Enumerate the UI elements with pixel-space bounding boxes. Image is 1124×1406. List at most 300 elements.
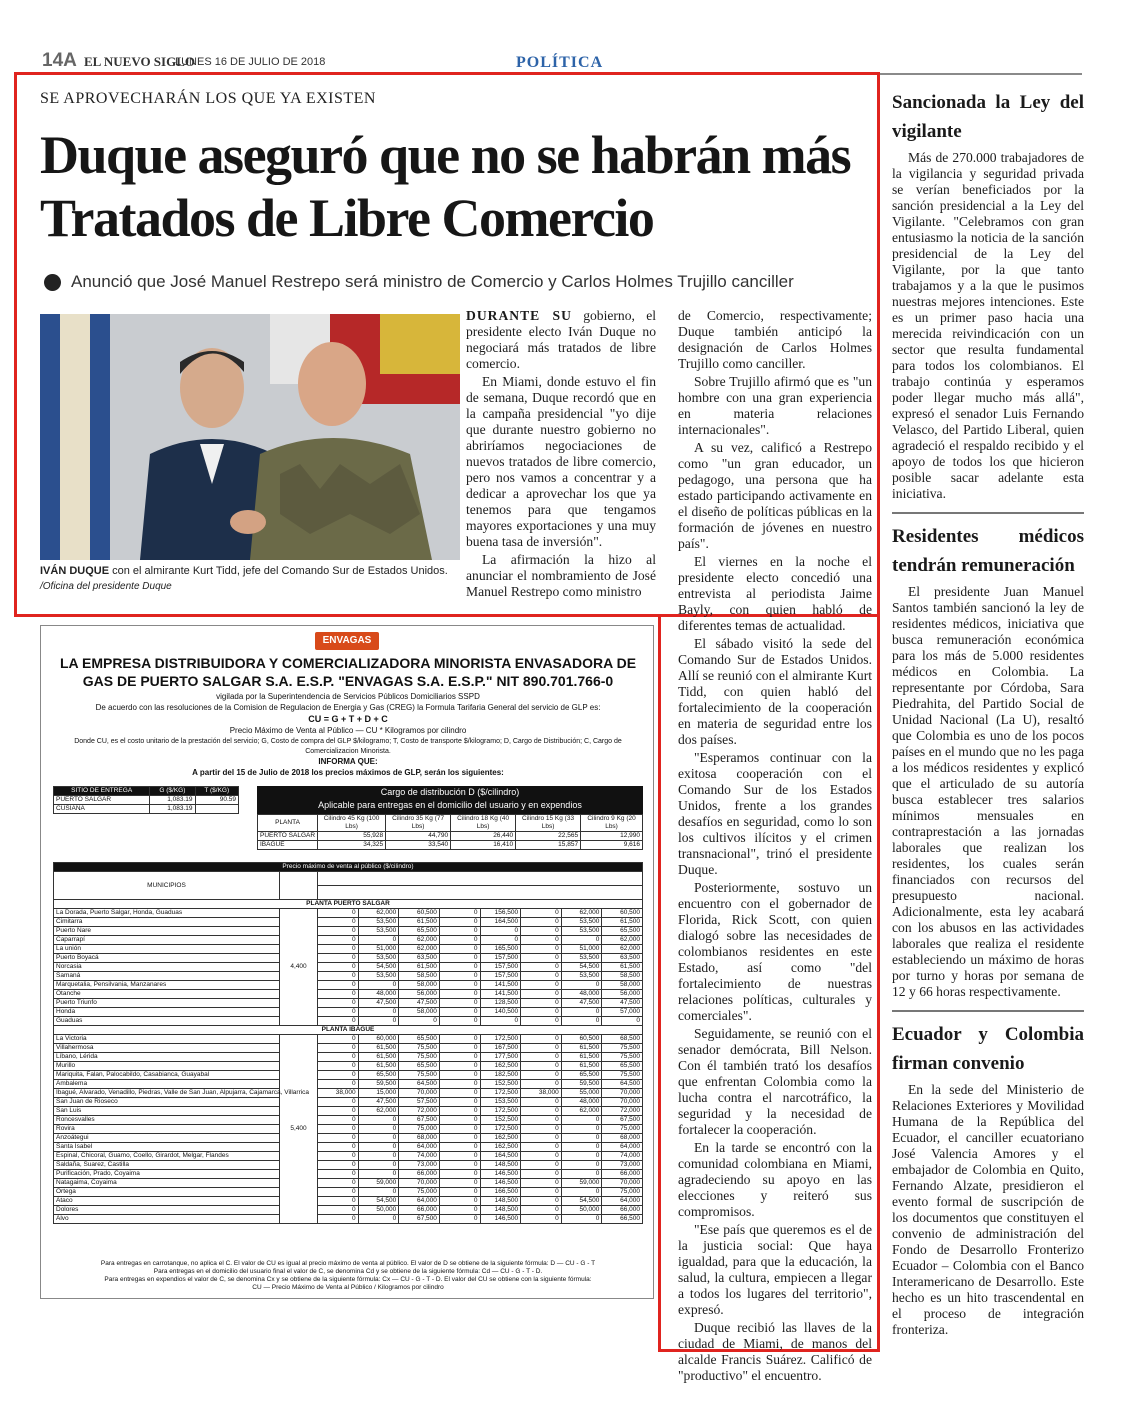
price-cell: 60,500: [602, 909, 643, 918]
price-cell: 53,500: [561, 972, 602, 981]
municipio-cell: Guaduas: [54, 1017, 280, 1026]
price-cell: 0: [318, 1062, 359, 1071]
price-cell: 58,000: [399, 981, 440, 990]
price-cell: 0: [439, 909, 480, 918]
col2-para-2: Sobre Trujillo afirmó que es "un hombre con una gran experiencia en materia relaciones internacionales".: [678, 374, 872, 437]
municipio-cell: Saldaña, Suarez, Castilla: [54, 1161, 280, 1170]
price-cell: 172,500: [480, 1125, 521, 1134]
price-row: [54, 927, 643, 936]
price-cell: 0: [439, 1008, 480, 1017]
price-cell: 0: [358, 936, 399, 945]
price-cell: 153,500: [480, 1098, 521, 1107]
price-cell: 58,500: [399, 972, 440, 981]
cargo-header-cell: Cilindro 45 Kg (100 Lbs): [318, 815, 386, 832]
price-cell: 0: [561, 1143, 602, 1152]
price-cell: 0: [318, 981, 359, 990]
price-cell: 0: [439, 1053, 480, 1062]
municipios-header: MUNICIPIOS: [54, 872, 280, 900]
price-cell: 146,500: [480, 1170, 521, 1179]
price-cell: 0: [318, 1152, 359, 1161]
price-cell: 54,500: [358, 1197, 399, 1206]
price-cell: 61,500: [358, 1044, 399, 1053]
municipio-cell: Caparrapí: [54, 936, 280, 945]
ad-line-2: De acuerdo con las resoluciones de la Comision de Regulacion de Energia y Gas (CREG) la Formula Tarifaria General del servicio de GLP es:: [95, 703, 601, 712]
price-cell: 0: [439, 990, 480, 999]
sidebar: [892, 88, 1084, 1340]
price-cell: 140,500: [480, 1008, 521, 1017]
price-cell: 0: [521, 1098, 562, 1107]
price-cell: 0: [358, 1143, 399, 1152]
price-cell: 148,500: [480, 1161, 521, 1170]
municipio-cell: Líbano, Lérida: [54, 1053, 280, 1062]
price-cell: 61,500: [561, 1062, 602, 1071]
price-cell: 0: [439, 999, 480, 1008]
cargo-title: Cargo de distribución D ($/cilindro): [380, 787, 520, 797]
price-cell: 55,000: [561, 1089, 602, 1098]
price-cell: 148,500: [480, 1206, 521, 1215]
ad-footnote-4: CU — Precio Máximo de Venta al Público / Kilogramos por cilindro: [252, 1284, 444, 1291]
price-cell: 48,000: [358, 990, 399, 999]
price-cell: 0: [439, 936, 480, 945]
price-cell: 0: [318, 1197, 359, 1206]
price-cell: 61,500: [399, 918, 440, 927]
cargo-cell: 44,790: [386, 832, 451, 841]
price-cell: 0: [521, 1215, 562, 1224]
price-cell: 73,000: [602, 1161, 643, 1170]
municipio-cell: Espinal, Chicoral, Guamo, Coello, Girardot, Melgar, Flandes: [54, 1152, 280, 1161]
price-cell: 0: [439, 1017, 480, 1026]
price-cell: 67,500: [399, 1215, 440, 1224]
municipio-cell: Samaná: [54, 972, 280, 981]
municipio-cell: Puerto Triunfo: [54, 999, 280, 1008]
price-cell: 47,500: [561, 999, 602, 1008]
price-cell: 0: [439, 1197, 480, 1206]
municipio-cell: Mariquita, Falan, Palocabildo, Casabianca, Guayabal: [54, 1071, 280, 1080]
price-cell: 63,500: [399, 954, 440, 963]
price-cell: 0: [358, 1008, 399, 1017]
lead-in: DURANTE SU: [466, 308, 572, 323]
price-cell: 59,500: [561, 1080, 602, 1089]
municipio-cell: Puerto Nare: [54, 927, 280, 936]
price-cell: 61,500: [358, 1053, 399, 1062]
price-cell: 162,500: [480, 1134, 521, 1143]
price-cell: 157,500: [480, 963, 521, 972]
price-cell: 0: [521, 1062, 562, 1071]
price-cell: 0: [318, 1053, 359, 1062]
price-cell: 48,000: [561, 1098, 602, 1107]
price-cell: 0: [439, 1215, 480, 1224]
comercializador-header: [318, 872, 643, 886]
price-cell: 0: [439, 1206, 480, 1215]
municipio-cell: San Juan de Rioseco: [54, 1098, 280, 1107]
price-cell: 0: [439, 1125, 480, 1134]
price-cell: 0: [521, 1017, 562, 1026]
sitio-row: [54, 805, 239, 814]
price-cell: 75,000: [602, 1188, 643, 1197]
price-cell: 51,000: [358, 945, 399, 954]
price-cell: 62,000: [561, 1107, 602, 1116]
price-cell: 0: [521, 1107, 562, 1116]
price-cell: 0: [521, 1188, 562, 1197]
price-cell: 157,500: [480, 954, 521, 963]
price-cell: 62,000: [399, 936, 440, 945]
price-cell: 172,500: [480, 1107, 521, 1116]
sidebar-text-3: En la sede del Ministerio de Relaciones Exteriores y Movilidad Humana de la República del Ecuador, el canciller ecuatoriano José Valencia Amores y el embajador de Colombia en Quito, Fernando Alzate, presidieron el evento formal de suscripción de los documentos que constituyen el convenio de administración del Fondo de Desarrollo Fronterizo Ecuador – Colombia con el Banco Interamericano de Desarrollo. Este hecho es un hito trascendental en el proceso de integración fronteriza.: [892, 1082, 1084, 1337]
price-cell: 0: [480, 936, 521, 945]
distribuidor-cell: 5,400: [280, 1035, 318, 1224]
price-row: [54, 1053, 643, 1062]
price-cell: 68,000: [399, 1134, 440, 1143]
cargo-cell: 22,565: [516, 832, 581, 841]
municipio-cell: Ortega: [54, 1188, 280, 1197]
price-cell: 0: [561, 1116, 602, 1125]
col2-para-9: En la tarde se encontró con la comunidad colombiana en Miami, agradeciendo su apoyo en las elecciones y reiteró sus compromisos.: [678, 1140, 872, 1219]
price-row: [54, 1089, 643, 1098]
plant-label: PLANTA PUERTO SALGAR: [54, 900, 643, 909]
cargo-cell: 33,540: [386, 841, 451, 850]
price-cell: 68,000: [602, 1134, 643, 1143]
price-row: [54, 909, 643, 918]
price-row: [54, 1116, 643, 1125]
price-cell: 0: [521, 1179, 562, 1188]
municipio-cell: Marquetalia, Pensilvania, Manzanares: [54, 981, 280, 990]
col2-para-6: "Esperamos continuar con la exitosa cooperación con el Comando Sur de los Estados Unidos, frente a los grandes desafíos en seguridad, como lo son los cultivos ilícitos y el crimen transnacional", trinó el presidente Duque.: [678, 750, 872, 877]
price-cell: 75,000: [399, 1188, 440, 1197]
price-cell: 0: [521, 1116, 562, 1125]
price-cell: 0: [358, 1170, 399, 1179]
municipio-cell: San Luis: [54, 1107, 280, 1116]
price-cell: 63,500: [602, 954, 643, 963]
price-cell: 65,500: [399, 1035, 440, 1044]
price-cell: 0: [318, 1071, 359, 1080]
col2-para-4: El viernes en la noche el presidente electo concedió una entrevista al periodista Jaime Bayly, con quien habló de diferentes temas de actualidad.: [678, 554, 872, 633]
price-cell: 61,500: [358, 1062, 399, 1071]
sitio-cell: 1,083.19: [150, 796, 195, 805]
cargo-cell: 9,616: [581, 841, 643, 850]
municipio-cell: Roncesvalles: [54, 1116, 280, 1125]
cargo-cell: IBAGUE: [258, 841, 318, 850]
col1-para-1: [466, 308, 656, 372]
price-cell: 51,000: [561, 945, 602, 954]
price-row: [54, 1143, 643, 1152]
price-cell: 61,500: [602, 918, 643, 927]
price-cell: 0: [521, 1161, 562, 1170]
price-cell: 64,000: [399, 1197, 440, 1206]
price-cell: 64,000: [602, 1197, 643, 1206]
price-row: [54, 1134, 643, 1143]
price-cell: 66,000: [399, 1206, 440, 1215]
price-cell: 65,500: [358, 1071, 399, 1080]
envagas-logo: ENVAGAS: [315, 632, 379, 650]
price-cell: 146,500: [480, 1215, 521, 1224]
price-row: [54, 918, 643, 927]
article-column-1: [466, 308, 656, 602]
price-cell: 0: [439, 1170, 480, 1179]
price-cell: 0: [439, 1179, 480, 1188]
sitio-cell: [195, 805, 238, 814]
price-cell: 75,500: [602, 1044, 643, 1053]
price-cell: 38,000: [318, 1089, 359, 1098]
ad-line-4: Donde CU, es el costo unitario de la prestación del servicio; G, Costo de compra del GLP $/kilogramo; T, Costo de transporte $/kilogramo; D, Cargo de Distribución; C, Cargo de Comercializacion Minorista.: [74, 738, 622, 755]
price-cell: 0: [318, 999, 359, 1008]
price-cell: 156,500: [480, 909, 521, 918]
price-cell: 0: [521, 1170, 562, 1179]
price-cell: 65,500: [399, 1062, 440, 1071]
price-row: [54, 1188, 643, 1197]
price-row: [54, 1179, 643, 1188]
price-cell: 0: [439, 1107, 480, 1116]
ad-title-2: GAS DE PUERTO SALGAR S.A. E.S.P. "ENVAGAS S.A. E.S.P." NIT 890.701.766-0: [82, 673, 614, 689]
price-cell: 0: [358, 1116, 399, 1125]
price-cell: 60,000: [358, 1035, 399, 1044]
price-cell: 75,000: [399, 1125, 440, 1134]
caption-text: con el almirante Kurt Tidd, jefe del Comando Sur de Estados Unidos.: [112, 565, 448, 577]
price-cell: 0: [521, 1008, 562, 1017]
sitio-header-cell: SITIO DE ENTREGA: [54, 787, 150, 796]
price-cell: 0: [318, 1215, 359, 1224]
municipio-cell: Purificación, Prado, Coyaima: [54, 1170, 280, 1179]
municipio-cell: Villahermosa: [54, 1044, 280, 1053]
price-cell: 58,000: [602, 981, 643, 990]
price-cell: 0: [358, 1017, 399, 1026]
price-row: [54, 1080, 643, 1089]
price-cell: 0: [521, 927, 562, 936]
price-cell: 141,500: [480, 990, 521, 999]
price-cell: 0: [318, 972, 359, 981]
price-row: [54, 954, 643, 963]
price-row: [54, 1107, 643, 1116]
price-cell: 75,500: [399, 1044, 440, 1053]
price-cell: 0: [318, 1143, 359, 1152]
price-table: [53, 862, 643, 1224]
price-cell: 0: [521, 1053, 562, 1062]
price-row: [54, 999, 643, 1008]
plant-row: [54, 1026, 643, 1035]
price-cell: 172,500: [480, 1035, 521, 1044]
price-cell: 0: [318, 1107, 359, 1116]
envagas-ad: [40, 625, 654, 1299]
cargo-table: [257, 814, 643, 850]
ad-line-1: vigilada por la Superintendencia de Servicios Públicos Domiciliarios SSPD: [216, 692, 480, 701]
price-cell: 62,000: [561, 909, 602, 918]
bullet-icon: [44, 274, 61, 291]
price-cell: 54,500: [561, 1197, 602, 1206]
price-cell: 64,000: [602, 1143, 643, 1152]
municipio-cell: Santa Isabel: [54, 1143, 280, 1152]
price-cell: 0: [439, 1062, 480, 1071]
price-cell: 62,000: [602, 936, 643, 945]
price-cell: 146,500: [480, 1179, 521, 1188]
sidebar-text-2: El presidente Juan Manuel Santos también sancionó la ley de residentes médicos, iniciativa que busca remuneración económica para los más de 5.000 residentes médicos en Colombia. La representante por Córdoba, Sara Piedrahita, del Partido Social de Unidad Nacional (La U), resaltó que Colombia es uno de los pocos países en el mundo que no les paga a los médicos residentes y explicó que el articulado de su autoría busca establecer tres salarios mínimos mensuales en contraprestación a las jornadas laborales que realizan los residentes, los cuales serán financiados con recursos del presupuesto nacional. Adicionalmente, esta ley acabará con los abusos en las actividades laborales que realiza el residente estableciendo un máximo de horas por turno y horas por semana de 12 y 66 horas respectivamente.: [892, 584, 1084, 999]
ad-footnote-3: Para entregas en expendios el valor de C, se denomina Cx y se obtiene de la siguiente fórmula: Cx — CU - G - T - D. El valor del CU se obtiene con la siguiente fórmula:: [104, 1276, 592, 1283]
price-cell: 0: [439, 1161, 480, 1170]
price-cell: 64,000: [399, 1143, 440, 1152]
price-cell: 74,000: [602, 1152, 643, 1161]
price-row: [54, 1215, 643, 1224]
price-cell: 177,500: [480, 1053, 521, 1062]
price-cell: 0: [318, 1188, 359, 1197]
municipio-cell: Alvo: [54, 1215, 280, 1224]
sidebar-title-1: Sancionada la Ley del vigilante: [892, 92, 1084, 142]
article-column-2: [678, 308, 872, 1386]
municipio-cell: La Dorada, Puerto Salgar, Honda, Guaduas: [54, 909, 280, 918]
price-cell: 68,500: [602, 1035, 643, 1044]
municipio-cell: Rovira: [54, 1125, 280, 1134]
sitio-header-cell: T ($/KG): [195, 787, 238, 796]
price-cell: 56,000: [399, 990, 440, 999]
municipio-cell: Cimitarra: [54, 918, 280, 927]
price-cell: 47,500: [399, 999, 440, 1008]
price-cell: 165,500: [480, 945, 521, 954]
price-cell: 59,000: [561, 1179, 602, 1188]
price-row: [54, 1044, 643, 1053]
price-cell: 67,500: [399, 1116, 440, 1125]
price-cell: 53,500: [561, 918, 602, 927]
cargo-subtitle: Aplicable para entregas en el domicilio del usuario y en expendios: [318, 800, 582, 810]
col2-para-1: de Comercio, respectivamente; Duque también anticipó la designación de Carlos Holmes Trujillo como canciller.: [678, 308, 872, 371]
price-cell: 66,000: [602, 1170, 643, 1179]
price-cell: 58,500: [602, 972, 643, 981]
price-row: [54, 1062, 643, 1071]
cargo-row: [258, 841, 643, 850]
price-row: [54, 972, 643, 981]
price-cell: 59,500: [358, 1080, 399, 1089]
price-cell: 0: [318, 1044, 359, 1053]
price-cell: 0: [561, 1188, 602, 1197]
price-cell: 0: [358, 1215, 399, 1224]
price-cell: 0: [521, 972, 562, 981]
price-cell: 152,500: [480, 1080, 521, 1089]
price-cell: 0: [439, 981, 480, 990]
price-cell: 0: [521, 1071, 562, 1080]
cargo-header-cell: Cilindro 15 Kg (33 Lbs): [516, 815, 581, 832]
price-cell: 0: [358, 1152, 399, 1161]
price-cell: 0: [521, 963, 562, 972]
price-cell: 0: [358, 1125, 399, 1134]
price-cell: 61,500: [561, 1044, 602, 1053]
price-cell: 0: [521, 954, 562, 963]
price-cell: 0: [318, 1116, 359, 1125]
price-cell: 0: [318, 936, 359, 945]
municipio-cell: La unión: [54, 945, 280, 954]
ad-line-5: A partir del 15 de Julio de 2018 los precios máximos de GLP, serán los siguientes:: [192, 768, 504, 777]
price-cell: 128,500: [480, 999, 521, 1008]
col2-para-10: "Ese país que queremos es el de la justicia social: Que haya igualdad, para que la educación, la salud, la cultura, empiecen a llegar a todos los lugares del territorio", expresó.: [678, 1222, 872, 1317]
price-cell: 62,000: [399, 945, 440, 954]
municipio-cell: Murillo: [54, 1062, 280, 1071]
price-cell: 53,500: [561, 954, 602, 963]
price-cell: 0: [561, 981, 602, 990]
cargo-cell: 34,325: [318, 841, 386, 850]
price-cell: 0: [439, 1143, 480, 1152]
municipio-cell: Dolores: [54, 1206, 280, 1215]
ad-title-1: LA EMPRESA DISTRIBUIDORA Y COMERCIALIZADORA MINORISTA ENVASADORA DE: [59, 655, 637, 671]
price-row: [54, 963, 643, 972]
price-cell: 58,000: [399, 1008, 440, 1017]
price-cell: 66,000: [602, 1206, 643, 1215]
municipio-cell: Otanche: [54, 990, 280, 999]
municipio-cell: Honda: [54, 1008, 280, 1017]
price-cell: 54,500: [561, 963, 602, 972]
price-cell: 164,500: [480, 918, 521, 927]
price-cell: 0: [318, 954, 359, 963]
col2-para-3: A su vez, calificó a Restrepo como "un gran educador, un pedagogo, una persona que ha estado participando activamente en el diseño de políticas públicas en la formación de jóvenes en nuestro país".: [678, 440, 872, 551]
price-cell: 0: [439, 918, 480, 927]
price-cell: 72,000: [399, 1107, 440, 1116]
ad-line-3: Precio Máximo de Venta al Público — CU * Kilogramos por cilindro: [229, 726, 467, 735]
municipio-cell: Ataco: [54, 1197, 280, 1206]
price-cell: 0: [358, 981, 399, 990]
municipio-cell: Ibagué, Alvarado, Venadillo, Piedras, Valle de San Juan, Alpujarra, Cajamarca, Villarrica: [54, 1089, 280, 1098]
price-cell: 0: [602, 1017, 643, 1026]
municipio-cell: Norcasia: [54, 963, 280, 972]
col1-para-3: La afirmación la hizo al anunciar el nombramiento de José Manuel Restrepo como ministro: [466, 552, 656, 599]
section-name: POLÍTICA: [516, 54, 604, 71]
price-cell: 67,500: [602, 1116, 643, 1125]
sitio-cell: CUSIANA: [54, 805, 150, 814]
cargo-cell: 26,440: [451, 832, 516, 841]
col1-para-2: En Miami, donde estuvo el fin de semana, Duque recordó que en la campaña presidencial "yo dije que durante nuestro gobierno no abriríamos negociaciones de nuevos tratados de libre comercio, pero nos vamos a concentrar y a dedicar a aprovechar los que ya tenemos para que tengamos mayores exportaciones y una muy buena tasa de inversión".: [466, 374, 656, 549]
col1-text-1: gobierno, el presidente electo Iván Duque no negociará más tratados de libre comercio.: [466, 308, 657, 371]
sidebar-divider: [892, 512, 1084, 514]
price-cell: 0: [358, 1188, 399, 1197]
price-cell: 0: [439, 954, 480, 963]
distribuidor-cell: 4,400: [280, 909, 318, 1026]
price-cell: 0: [439, 1134, 480, 1143]
price-cell: 0: [521, 1152, 562, 1161]
caption-credit: /Oficina del presidente Duque: [40, 581, 172, 592]
price-cell: 0: [521, 999, 562, 1008]
price-cell: 0: [521, 1206, 562, 1215]
price-cell: 65,500: [399, 927, 440, 936]
price-cell: 70,000: [602, 1098, 643, 1107]
price-row: [54, 990, 643, 999]
municipio-cell: Anzoátegui: [54, 1134, 280, 1143]
price-cell: 0: [318, 1017, 359, 1026]
price-cell: 57,000: [602, 1008, 643, 1017]
price-cell: 162,500: [480, 1143, 521, 1152]
municipio-cell: Puerto Boyacá: [54, 954, 280, 963]
price-cell: 0: [561, 1161, 602, 1170]
price-cell: 0: [358, 1161, 399, 1170]
municipio-cell: La Victoria: [54, 1035, 280, 1044]
price-row: [54, 1098, 643, 1107]
price-cell: 75,000: [602, 1125, 643, 1134]
photo-caption: [40, 564, 460, 594]
price-cell: 0: [521, 1035, 562, 1044]
price-cell: 0: [439, 972, 480, 981]
photo-illustration: [40, 314, 460, 560]
price-cell: 72,000: [602, 1107, 643, 1116]
ad-formula: CU = G + T + D + C: [308, 714, 388, 724]
page-number: 14A: [42, 50, 77, 71]
cargo-cell: 12,990: [581, 832, 643, 841]
price-cell: 0: [318, 909, 359, 918]
price-cell: 166,500: [480, 1188, 521, 1197]
price-row: [54, 1197, 643, 1206]
publication-date: LUNES 16 DE JULIO DE 2018: [175, 56, 326, 68]
col2-para-7: Posteriormente, sostuvo un encuentro con el gobernador de Florida, Rick Scott, con quien dialogó sobre las necesidades de colombianos residentes en este Estado, así como "del fortalecimiento de nuestras relaciones políticas, culturales y comerciales".: [678, 880, 872, 1023]
price-cell: 75,500: [399, 1071, 440, 1080]
price-cell: 0: [318, 1134, 359, 1143]
price-cell: 0: [318, 1035, 359, 1044]
price-cell: 0: [561, 1017, 602, 1026]
sitio-header-cell: G ($/KG): [150, 787, 195, 796]
sidebar-title-3: Ecuador y Colombia firman convenio: [892, 1024, 1084, 1074]
price-cell: 0: [521, 945, 562, 954]
price-cell: 57,500: [399, 1098, 440, 1107]
price-cell: 70,000: [602, 1089, 643, 1098]
